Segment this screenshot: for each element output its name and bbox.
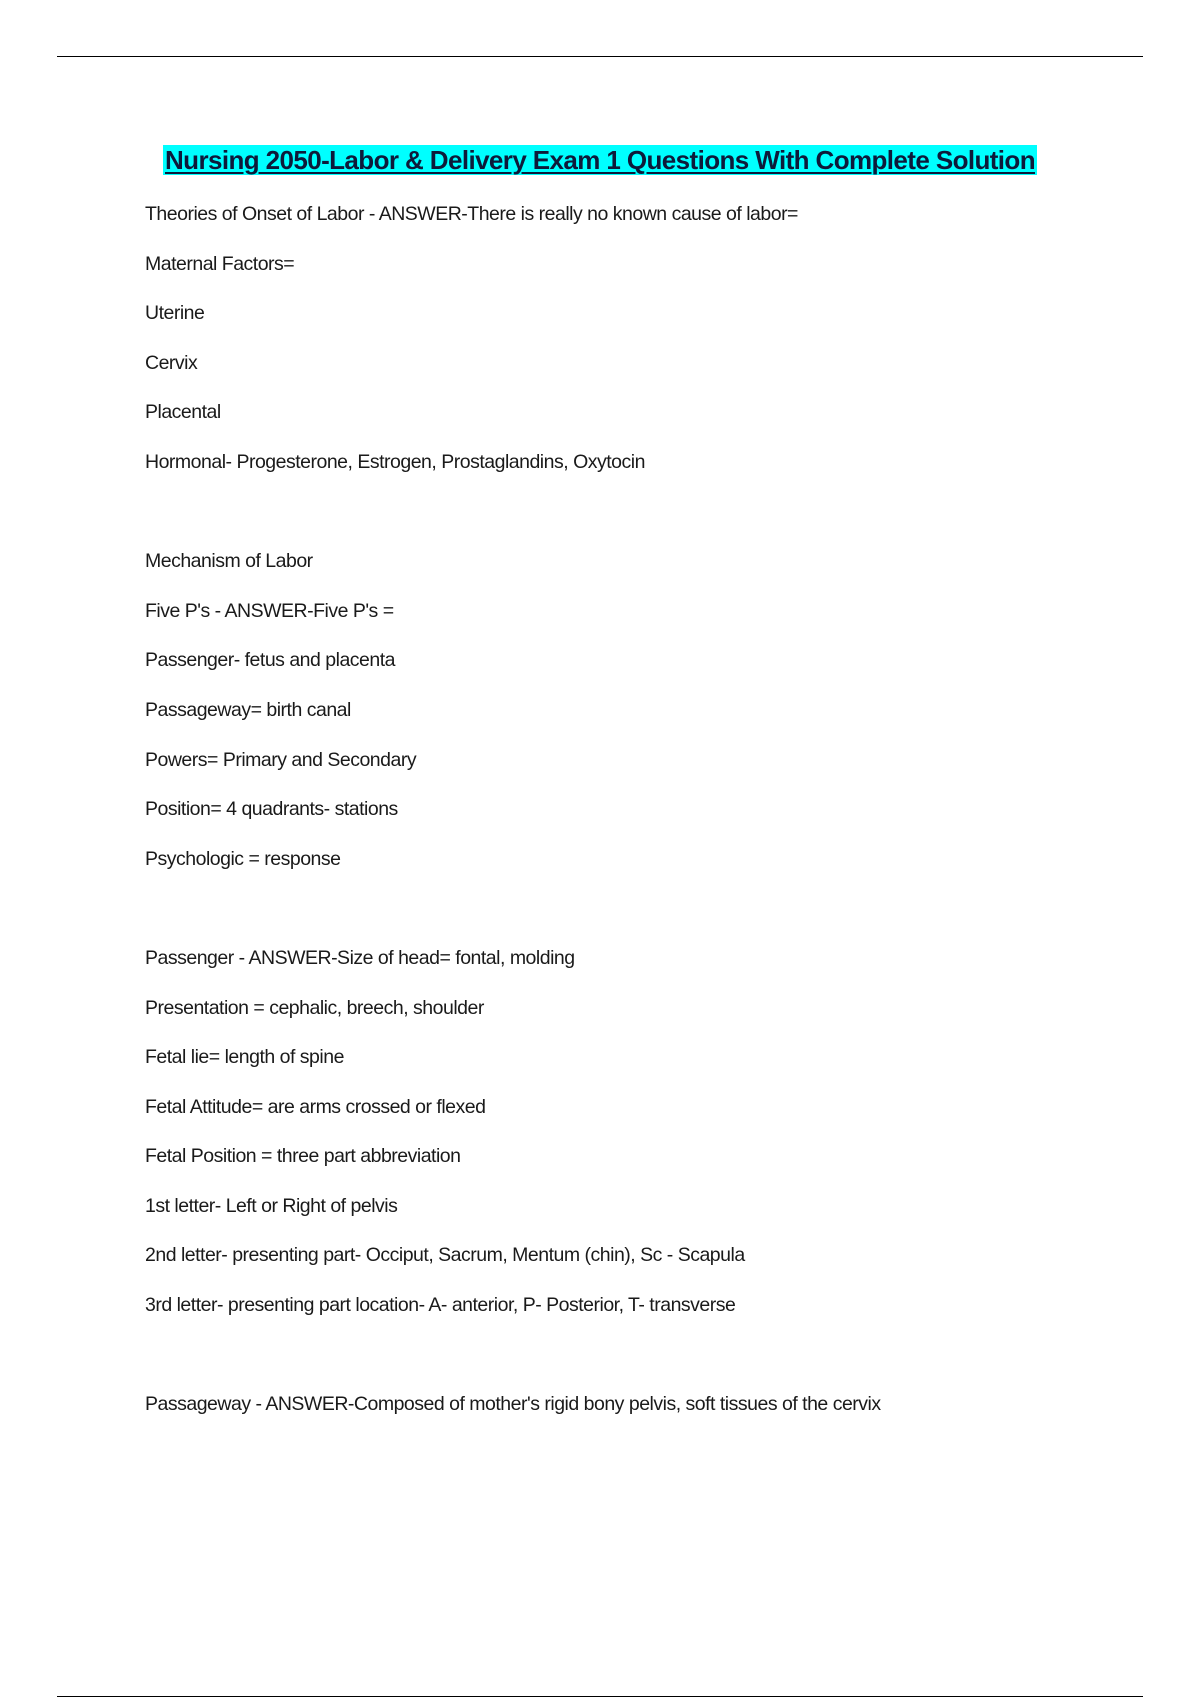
paragraph: 3rd letter- presenting part location- A- anterior, P- Posterior, T- transverse	[145, 1294, 736, 1317]
paragraph: Psychologic = response	[145, 847, 341, 870]
paragraph: Position= 4 quadrants- stations	[145, 798, 398, 821]
document-title	[0, 145, 1200, 175]
section-passenger	[145, 946, 1105, 1317]
paragraph: Passageway= birth canal	[145, 698, 351, 721]
section-spacer	[145, 896, 1105, 946]
paragraph: 2nd letter- presenting part- Occiput, Sacrum, Mentum (chin), Sc - Scapula	[145, 1244, 745, 1267]
paragraph: Presentation = cephalic, breech, shoulder	[145, 996, 484, 1019]
paragraph: Passageway - ANSWER-Composed of mother's rigid bony pelvis, soft tissues of the cervix	[145, 1393, 881, 1416]
paragraph: 1st letter- Left or Right of pelvis	[145, 1194, 398, 1217]
section-spacer	[145, 1343, 1105, 1393]
paragraph: Maternal Factors=	[145, 252, 295, 275]
paragraph: Fetal lie= length of spine	[145, 1046, 344, 1069]
bottom-rule	[57, 1696, 1143, 1697]
paragraph: Five P's - ANSWER-Five P's =	[145, 599, 394, 622]
section-spacer	[145, 500, 1105, 550]
paragraph: Uterine	[145, 302, 205, 325]
paragraph: Cervix	[145, 351, 198, 374]
document-title-text: Nursing 2050-Labor & Delivery Exam 1 Questions With Complete Solution	[165, 145, 1035, 175]
paragraph: Mechanism of Labor	[145, 550, 313, 573]
section-five-ps	[145, 549, 1105, 871]
paragraph: Passenger - ANSWER-Size of head= fontal, molding	[145, 946, 575, 969]
paragraph: Fetal Attitude= are arms crossed or flexed	[145, 1095, 486, 1118]
section-passageway	[145, 1392, 1105, 1416]
document-body	[145, 202, 1105, 1442]
paragraph: Fetal Position = three part abbreviation	[145, 1145, 461, 1168]
paragraph: Placental	[145, 401, 221, 424]
paragraph: Hormonal- Progesterone, Estrogen, Prostaglandins, Oxytocin	[145, 450, 645, 473]
section-onset-of-labor	[145, 202, 1105, 474]
paragraph: Powers= Primary and Secondary	[145, 748, 417, 771]
top-rule	[57, 56, 1143, 57]
paragraph: Theories of Onset of Labor - ANSWER-There is really no known cause of labor=	[145, 203, 798, 225]
paragraph: Passenger- fetus and placenta	[145, 649, 396, 672]
